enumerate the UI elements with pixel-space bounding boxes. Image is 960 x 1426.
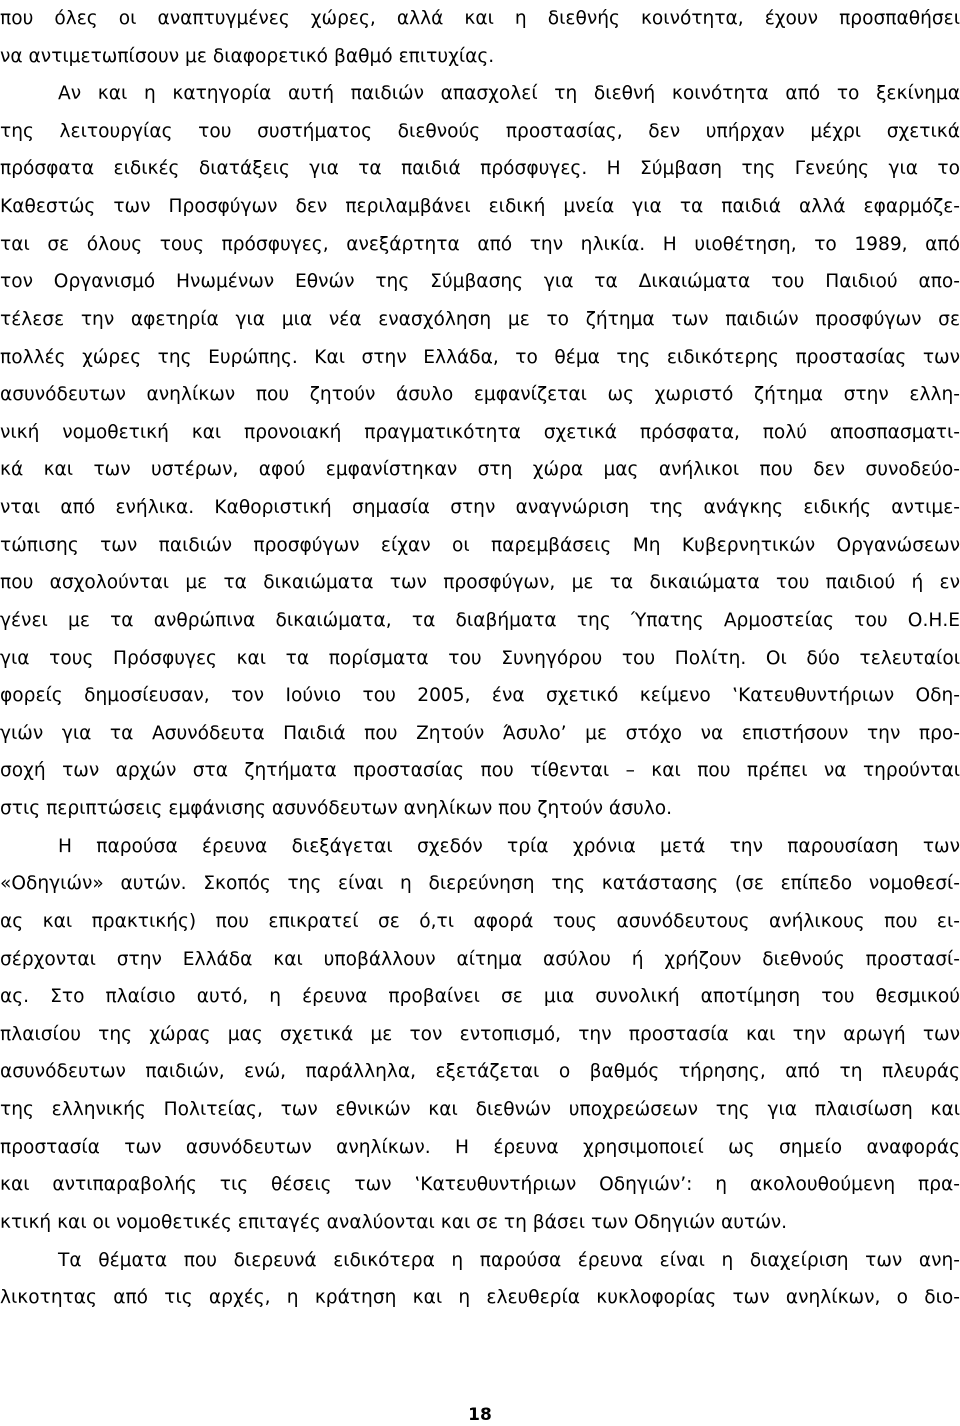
text-line: γένει με τα ανθρώπινα δικαιώματα, τα διαβήματα της Ύπατης Αρμοστείας του Ο.Η.Ε xyxy=(0,610,960,631)
text-line: Τα θέματα που διερευνά ειδικότερα η παρούσα έρευνα είναι η διαχείριση των ανη- xyxy=(58,1250,960,1271)
text-line: τώπισης των παιδιών προσφύγων είχαν οι παρεμβάσεις Μη Κυβερνητικών Οργανώσεων xyxy=(0,535,960,556)
text-line: σοχή των αρχών στα ζητήματα προστασίας που τίθενται – και που πρέπει να τηρούνται xyxy=(0,760,960,781)
text-line: που ασχολούνται με τα δικαιώματα των προσφύγων, με τα δικαιώματα του παιδιού ή εν xyxy=(0,572,960,593)
text-line: ασυνόδευτων ανηλίκων που ζητούν άσυλο εμφανίζεται ως χωριστό ζήτημα στην ελλη- xyxy=(0,384,960,405)
text-line: ας και πρακτικής) που επικρατεί σε ό,τι αφορά τους ασυνόδευτους ανήλικους που ει- xyxy=(0,911,960,932)
text-line: σέρχονται στην Ελλάδα και υποβάλλουν αίτημα ασύλου ή χρήζουν διεθνούς προστασί- xyxy=(0,949,960,970)
text-line: πρόσφατα ειδικές διατάξεις για τα παιδιά πρόσφυγες. Η Σύμβαση της Γενεύης για το xyxy=(0,158,960,179)
text-line: «Οδηγιών» αυτών. Σκοπός της είναι η διερεύνηση της κατάστασης (σε επίπεδο νομοθεσί- xyxy=(0,873,960,894)
text-line: πλαισίου της χώρας μας σχετικά με τον εντοπισμό, την προστασία και την αρωγή των xyxy=(0,1024,960,1045)
text-line: τέλεσε την αφετηρία για μια νέα ενασχόληση με το ζήτημα των παιδιών προσφύγων σε xyxy=(0,309,960,330)
text-line: γιών για τα Ασυνόδευτα Παιδιά που Ζητούν Άσυλο’ με στόχο να επιστήσουν την προ- xyxy=(0,723,960,744)
text-line: να αντιμετωπίσουν με διαφορετικό βαθμό επιτυχίας. xyxy=(0,46,495,67)
text-line: τον Οργανισμό Ηνωμένων Εθνών της Σύμβασης για τα Δικαιώματα του Παιδιού απο- xyxy=(0,271,960,292)
text-line: προστασία των ασυνόδευτων ανηλίκων. Η έρευνα χρησιμοποιεί ως σημείο αναφοράς xyxy=(0,1137,960,1158)
text-line: ται σε όλους τους πρόσφυγες, ανεξάρτητα από την ηλικία. Η υιοθέτηση, το 1989, από xyxy=(0,234,960,255)
text-line: Η παρούσα έρευνα διεξάγεται σχεδόν τρία χρόνια μετά την παρουσίαση των xyxy=(58,836,960,857)
text-line: της ελληνικής Πολιτείας, των εθνικών και διεθνών υποχρεώσεων της για πλαισίωση και xyxy=(0,1099,960,1120)
text-line: ας. Στο πλαίσιο αυτό, η έρευνα προβαίνει σε μια συνολική αποτίμηση του θεσμικού xyxy=(0,986,960,1007)
text-line: και αντιπαραβολής τις θέσεις των ‛Κατευθυντήριων Οδηγιών’: η ακολουθούμενη πρα- xyxy=(0,1174,960,1195)
text-line: νται από ενήλικα. Καθοριστική σημασία στην αναγνώριση της ανάγκης ειδικής αντιμε- xyxy=(0,497,960,518)
text-line: για τους Πρόσφυγες και τα πορίσματα του Συνηγόρου του Πολίτη. Οι δύο τελευταίοι xyxy=(0,648,960,669)
text-line: νική νομοθετική και προνοιακή πραγματικότητα σχετικά πρόσφατα, πολύ αποσπασματι- xyxy=(0,422,960,443)
text-line: κτική και οι νομοθετικές επιταγές αναλύονται και σε τη βάσει των Οδηγιών αυτών. xyxy=(0,1212,788,1233)
text-line: ασυνόδευτων παιδιών, ενώ, παράλληλα, εξετάζεται ο βαθμός τήρησης, από τη πλευράς xyxy=(0,1061,960,1082)
page-number: 18 xyxy=(468,1405,492,1425)
text-line: της λειτουργίας του συστήματος διεθνούς προστασίας, δεν υπήρχαν μέχρι σχετικά xyxy=(0,121,960,142)
text-line: φορείς δημοσίευσαν, τον Ιούνιο του 2005, ένα σχετικό κείμενο ‛Κατευθυντήριων Οδη- xyxy=(0,685,960,706)
text-line: Αν και η κατηγορία αυτή παιδιών απασχολεί τη διεθνή κοινότητα από το ξεκίνημα xyxy=(58,83,960,104)
text-line: στις περιπτώσεις εμφάνισης ασυνόδευτων ανηλίκων που ζητούν άσυλο. xyxy=(0,798,673,819)
text-line: Καθεστώς των Προσφύγων δεν περιλαμβάνει ειδική μνεία για τα παιδιά αλλά εφαρμόζε- xyxy=(0,196,960,217)
text-line: λικοτητας από τις αρχές, η κράτηση και η ελευθερία κυκλοφορίας των ανηλίκων, ο διο- xyxy=(0,1287,960,1308)
text-line: που όλες οι αναπτυγμένες χώρες, αλλά και η διεθνής κοινότητα, έχουν προσπαθήσει xyxy=(0,8,960,29)
text-line: κά και των υστέρων, αφού εμφανίστηκαν στη χώρα μας ανήλικοι που δεν συνοδεύο- xyxy=(0,459,960,480)
text-line: πολλές χώρες της Ευρώπης. Και στην Ελλάδα, το θέμα της ειδικότερης προστασίας των xyxy=(0,347,960,368)
